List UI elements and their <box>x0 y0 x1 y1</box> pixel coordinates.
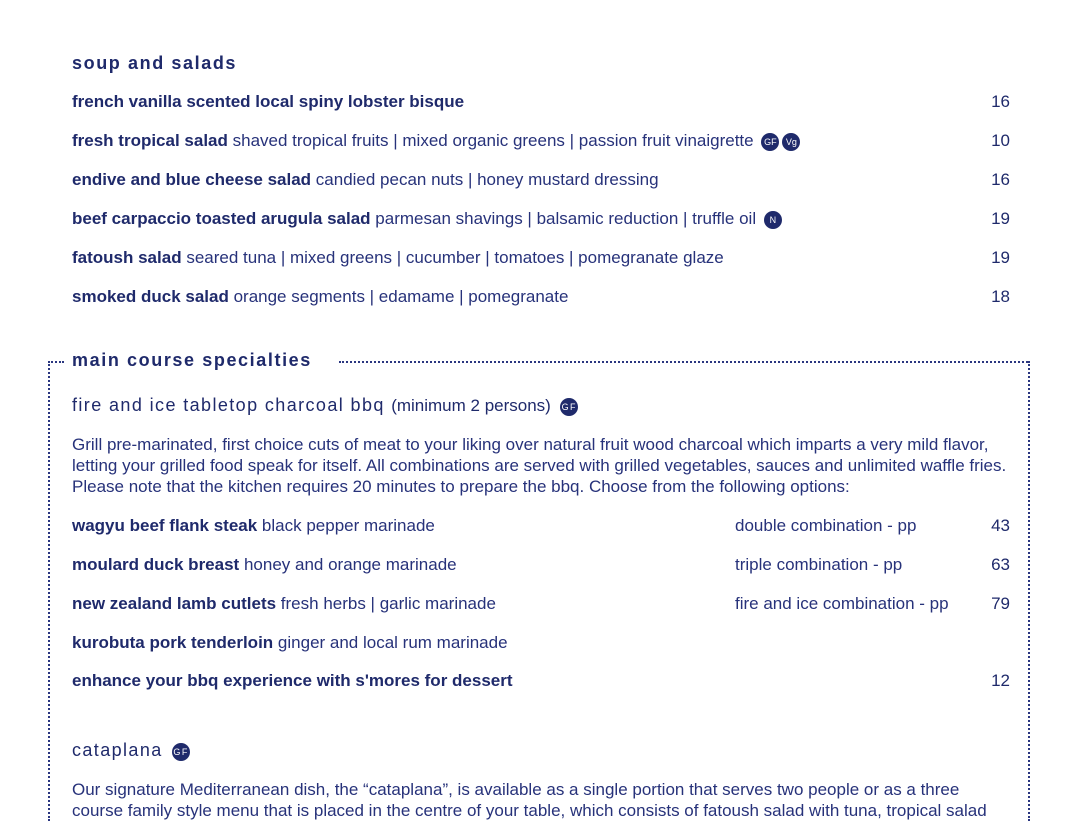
item-name: beef carpaccio toasted arugula salad <box>72 209 371 228</box>
description-line: Please note that the kitchen requires 20 minutes to prepare the bbq. Choose from the following options: <box>72 477 850 496</box>
item-name: endive and blue cheese salad <box>72 170 312 189</box>
item-price: 19 <box>991 209 1010 228</box>
item-name: fatoush salad <box>72 248 182 267</box>
bbq-item <box>72 555 457 575</box>
menu-item <box>72 92 464 112</box>
item-name: fresh tropical salad <box>72 131 228 150</box>
dotted-rule <box>339 361 1028 363</box>
item-name: french vanilla scented local spiny lobster bisque <box>72 92 465 111</box>
item-name: kurobuta pork tenderloin <box>72 633 274 652</box>
bbq-note: (minimum 2 persons) <box>391 396 551 415</box>
item-price: 16 <box>991 170 1010 189</box>
item-name: smoked duck salad <box>72 287 229 306</box>
combo-label: double combination - pp <box>735 516 917 535</box>
cataplana-description <box>72 779 1016 821</box>
item-price: 10 <box>991 131 1010 150</box>
item-description: honey and orange marinade <box>243 555 457 574</box>
menu-item <box>72 131 800 151</box>
cataplana-title-text: cataplana <box>72 740 163 760</box>
item-price: 18 <box>991 287 1010 306</box>
section-title-soup-salads: soup and salads <box>72 53 238 73</box>
bbq-item <box>72 516 435 536</box>
bbq-title-text: fire and ice tabletop charcoal bbq <box>72 395 385 415</box>
gluten-free-badge-icon: GF <box>560 398 578 416</box>
bbq-item <box>72 633 508 653</box>
enhance-item <box>72 671 513 691</box>
combo-price: 63 <box>991 555 1010 574</box>
item-description: shaved tropical fruits | mixed organic greens | passion fruit vinaigrette <box>232 131 754 150</box>
menu-item <box>72 248 724 268</box>
menu-item <box>72 287 568 307</box>
combo-label: fire and ice combination - pp <box>735 594 949 613</box>
dotted-rule <box>48 361 64 363</box>
bbq-item <box>72 594 496 614</box>
bbq-title <box>72 395 578 416</box>
description-line: Our signature Mediterranean dish, the “cataplana”, is available as a single portion that serves two people or as a three <box>72 780 960 799</box>
vegan-badge-icon: Vg <box>782 133 800 151</box>
item-name: new zealand lamb cutlets <box>72 594 277 613</box>
menu-item <box>72 209 782 229</box>
item-price: 19 <box>991 248 1010 267</box>
item-description: parmesan shavings | balsamic reduction | truffle oil <box>375 209 757 228</box>
description-line: letting your grilled food speak for itself. All combinations are served with grilled vegetables, sauces and unlimited waffle fries. <box>72 456 1007 475</box>
item-description: candied pecan nuts | honey mustard dressing <box>315 170 659 189</box>
combo-price: 43 <box>991 516 1010 535</box>
gluten-free-badge-icon: GF <box>172 743 190 761</box>
gluten-free-badge-icon: GF <box>761 133 779 151</box>
item-name: moulard duck breast <box>72 555 240 574</box>
item-description: ginger and local rum marinade <box>277 633 508 652</box>
cataplana-title <box>72 740 190 761</box>
enhance-price: 12 <box>991 671 1010 690</box>
section-title-main-course: main course specialties <box>72 350 312 370</box>
description-line: Grill pre-marinated, first choice cuts of meat to your liking over natural fruit wood charcoal which imparts a very mild flavor, <box>72 435 989 454</box>
item-description: orange segments | edamame | pomegranate <box>233 287 569 306</box>
menu-item <box>72 170 659 190</box>
item-price: 16 <box>991 92 1010 111</box>
combo-label: triple combination - pp <box>735 555 903 574</box>
description-line: course family style menu that is placed in the centre of your table, which consists of fatoush salad with tuna, tropical salad <box>72 801 987 820</box>
nuts-badge-icon: N <box>764 211 782 229</box>
main-course-border <box>48 361 1030 821</box>
combo-price: 79 <box>991 594 1010 613</box>
bbq-description <box>72 434 1016 497</box>
item-name: wagyu beef flank steak <box>72 516 258 535</box>
item-description: fresh herbs | garlic marinade <box>280 594 496 613</box>
enhance-label: enhance your bbq experience with s'mores for dessert <box>72 671 513 690</box>
item-description: black pepper marinade <box>261 516 435 535</box>
item-description: seared tuna | mixed greens | cucumber | tomatoes | pomegranate glaze <box>186 248 724 267</box>
